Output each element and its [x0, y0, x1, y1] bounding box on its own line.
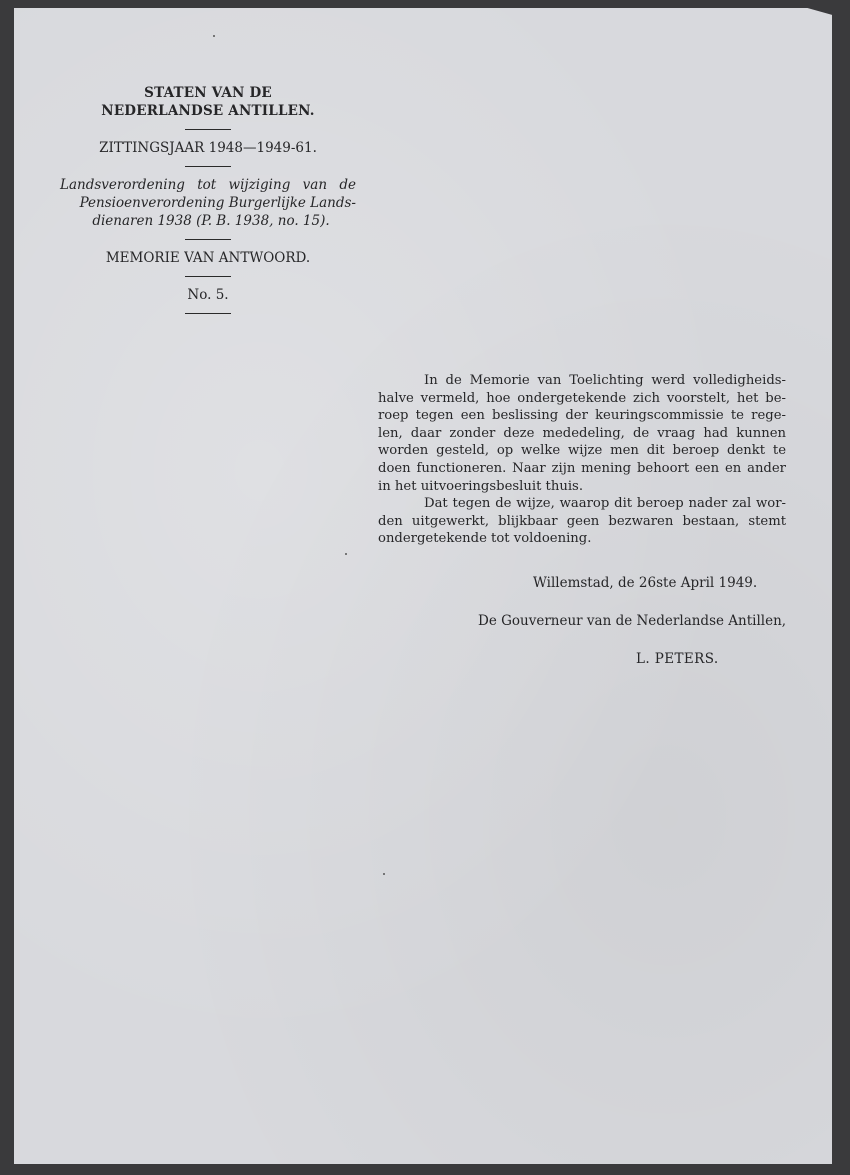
header-divider	[185, 313, 231, 314]
paragraph-line: ondergetekende tot voldoening.	[378, 531, 592, 547]
paragraph-line: halve vermeld, hoe ondergetekende zich voorstelt, het be-	[378, 390, 786, 406]
paragraph-line: roep tegen een beslissing der keuringscommissie te rege-	[378, 408, 786, 424]
paragraph-1	[378, 372, 786, 495]
document-header	[58, 84, 358, 323]
header-divider	[185, 166, 231, 167]
paragraph-line: worden gesteld, op welke wijze men dit beroep denkt te	[378, 443, 786, 459]
subject-title	[58, 176, 358, 230]
place-date: Willemstad, de 26ste April 1949.	[533, 575, 758, 591]
paragraph-line: len, daar zonder deze mededeling, de vraag had kunnen	[378, 425, 786, 441]
document-type: MEMORIE VAN ANTWOORD.	[105, 250, 311, 266]
paper-speck	[345, 553, 347, 555]
paragraph-line: In de Memorie van Toelichting werd volledigheids-	[424, 373, 786, 388]
subject-line2: Pensioenverordening Burgerlijke Lands-	[79, 195, 356, 211]
paper-speck	[383, 873, 385, 875]
session-year: ZITTINGSJAAR 1948—1949-61.	[99, 140, 317, 156]
paragraph-line: Dat tegen de wijze, waarop dit beroep nader zal wor-	[424, 496, 786, 512]
memo-body	[378, 372, 786, 548]
paper-speck	[213, 35, 215, 37]
paragraph-line: den uitgewerkt, blijkbaar geen bezwaren bestaan, stemt	[378, 513, 786, 529]
header-divider	[185, 129, 231, 130]
subject-line1: Landsverordening tot wijziging van de	[60, 177, 356, 193]
header-title-line2: NEDERLANDSE ANTILLEN.	[101, 103, 315, 119]
paragraph-2	[378, 495, 786, 548]
subject-line3: dienaren 1938 (P. B. 1938, no. 15).	[92, 213, 330, 229]
signature-name: L. PETERS.	[636, 651, 719, 667]
header-divider	[185, 239, 231, 240]
paragraph-line: in het uitvoeringsbesluit thuis.	[378, 478, 584, 494]
header-divider	[185, 276, 231, 277]
signatory-function: De Gouverneur van de Nederlandse Antillen,	[478, 613, 787, 629]
header-title-line1: STATEN VAN DE	[144, 85, 272, 101]
paragraph-line: doen functioneren. Naar zijn mening behoort een en ander	[378, 460, 786, 476]
document-number: No. 5.	[187, 287, 229, 303]
